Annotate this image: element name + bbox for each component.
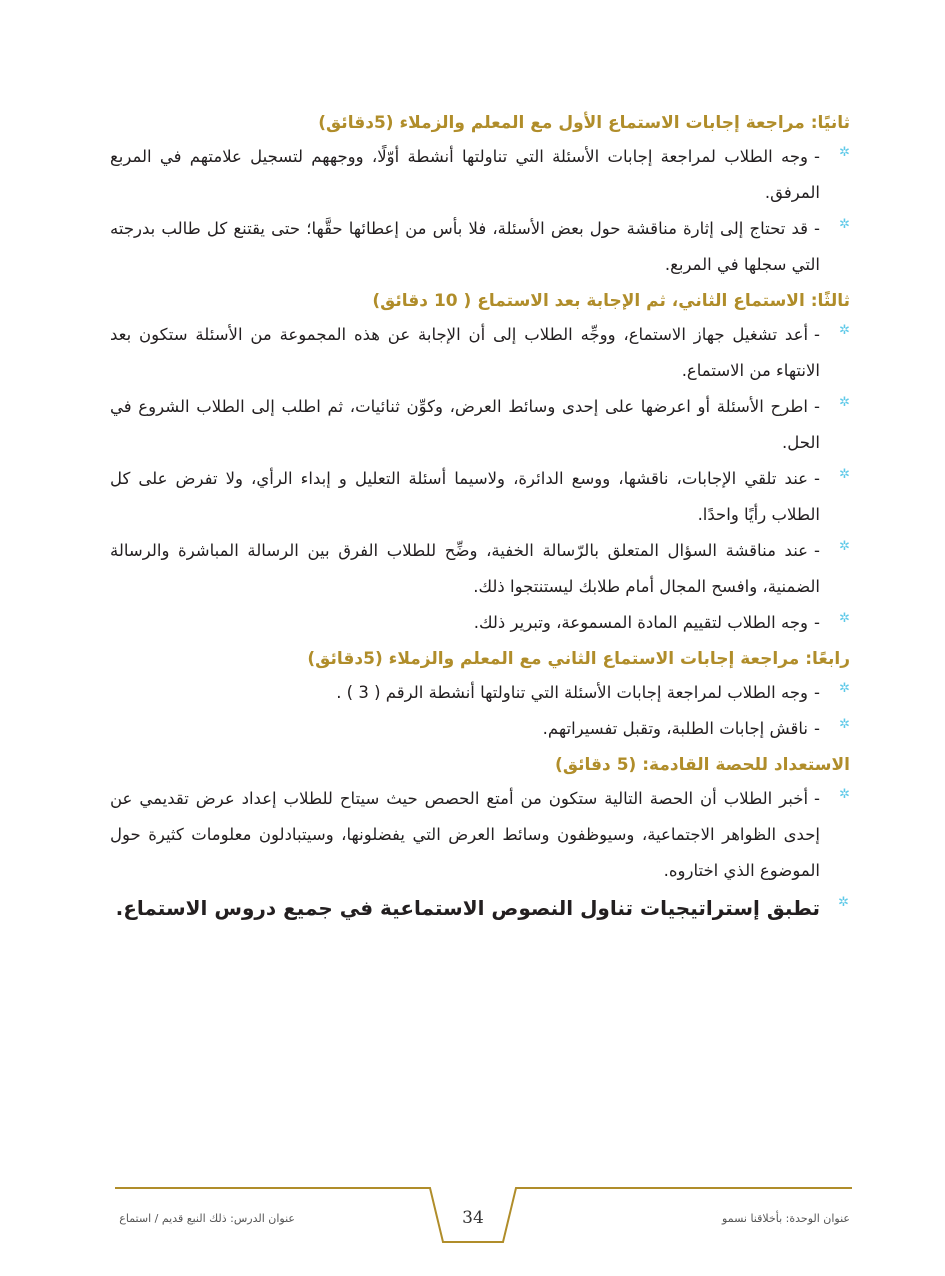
unit-title: عنوان الوحدة: بأخلاقنا نسمو [722, 1212, 850, 1225]
star-icon: ✲ [839, 681, 850, 696]
star-icon: ✲ [839, 395, 850, 410]
star-icon: ✲ [839, 539, 850, 554]
star-icon: ✲ [839, 145, 850, 160]
list-item: ✲ -وجه الطلاب لتقييم المادة المسموعة، وتبرير ذلك. [473, 611, 850, 632]
list-item: ✲ -وجه الطلاب لمراجعة إجابات الأسئلة التي تناولتها أنشطة أوّلًا، ووجههم لتسجيل علامتهم في المربع المرفق. [110, 145, 850, 202]
star-icon: ✲ [839, 217, 850, 232]
star-icon: ✲ [839, 787, 850, 802]
list-item: ✲ -عند تلقي الإجابات، ناقشها، ووسع الدائرة، ولاسيما أسئلة التعليل و إبداء الرأي، ولا تفرض على كل الطلاب رأيًا واحدًا. [110, 467, 850, 524]
star-icon: ✲ [838, 895, 850, 910]
list-item: ✲ -أعد تشغيل جهاز الاستماع، ووجِّه الطلاب إلى أن الإجابة عن هذه المجموعة من الأسئلة ستكون بعد الانتهاء من الاستماع. [110, 323, 850, 380]
section-heading: ثانيًا: مراجعة إجابات الاستماع الأول مع المعلم والزملاء (5دقائق) [318, 113, 850, 133]
page-content [110, 105, 850, 927]
closing-note: ✲ تطبق إستراتيجيات تناول النصوص الاستماعية في جميع دروس الاستماع. [115, 895, 850, 920]
lesson-title: عنوان الدرس: ذلك النبع قديم / استماع [119, 1212, 295, 1225]
list-item: ✲ -أخبر الطلاب أن الحصة التالية ستكون من أمتع الحصص حيث سيتاح للطلاب إعداد عرض تقديمي عن إحدى الظواهر الاجتماعية، وسيوظفون وسائط العرض التي يفضلونها، وسيتبادلون معلومات كثيرة حول الموضوع الذي اختاروه. [110, 787, 850, 880]
list-item: ✲ -وجه الطلاب لمراجعة إجابات الأسئلة التي تناولتها أنشطة الرقم ( 3 ) . [336, 681, 850, 702]
section-heading: رابعًا: مراجعة إجابات الاستماع الثاني مع المعلم والزملاء (5دقائق) [307, 649, 850, 669]
star-icon: ✲ [839, 611, 850, 626]
star-icon: ✲ [839, 323, 850, 338]
list-item: ✲ -اطرح الأسئلة أو اعرضها على إحدى وسائط العرض، وكوِّن ثنائيات، ثم اطلب إلى الطلاب الشروع في الحل. [110, 395, 850, 452]
list-item: ✲ -عند مناقشة السؤال المتعلق بالرّسالة الخفية، وضِّح للطلاب الفرق بين الرسالة المباشرة والرسالة الضمنية، وافسح المجال أمام طلابك ليستنتجوا ذلك. [110, 539, 850, 596]
list-item: ✲ -ناقش إجابات الطلبة، وتقبل تفسيراتهم. [542, 717, 850, 738]
page-number: 34 [462, 1208, 484, 1228]
star-icon: ✲ [839, 467, 850, 482]
list-item: ✲ -قد تحتاج إلى إثارة مناقشة حول بعض الأسئلة، فلا بأس من إعطائها حقَّها؛ حتى يقتنع كل طالب بدرجته التي سجلها في المربع. [110, 217, 850, 274]
section-heading: ثالثًا: الاستماع الثاني، ثم الإجابة بعد الاستماع ( 10 دقائق) [372, 291, 850, 311]
star-icon: ✲ [839, 717, 850, 732]
section-heading: الاستعداد للحصة القادمة: (5 دقائق) [555, 755, 850, 775]
